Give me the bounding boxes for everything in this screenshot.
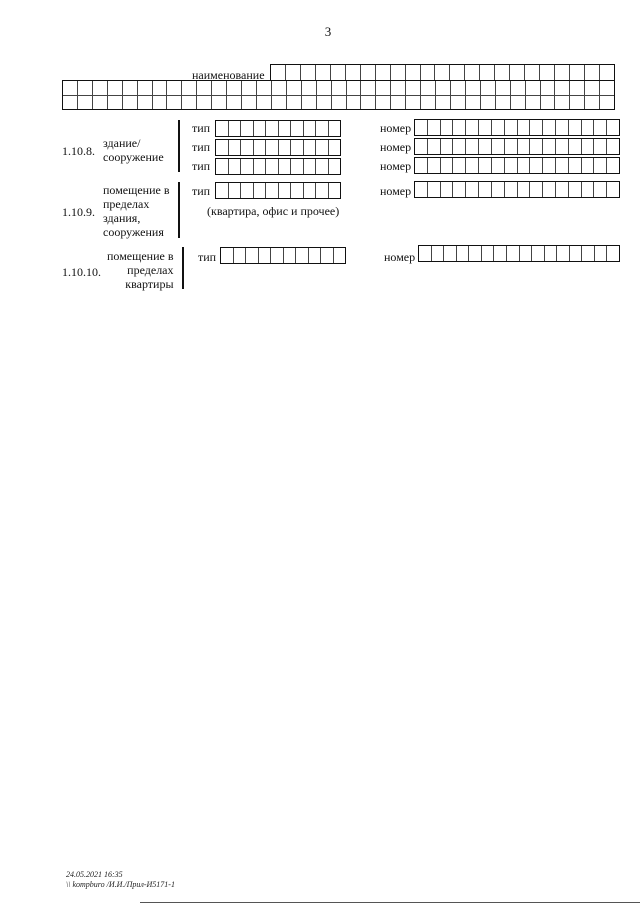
char-cell[interactable] — [272, 81, 287, 95]
char-cell[interactable] — [266, 121, 279, 136]
char-cell[interactable] — [257, 96, 272, 110]
char-cell[interactable] — [153, 81, 168, 95]
char-cell[interactable] — [441, 182, 454, 197]
char-cell[interactable] — [216, 159, 229, 174]
char-cell[interactable] — [600, 65, 614, 80]
section-title-premises-in-building: помещение в пределах здания, сооружения — [103, 183, 170, 239]
char-cell[interactable] — [479, 120, 492, 135]
char-cell[interactable] — [585, 96, 600, 110]
name-input-row-1[interactable] — [270, 64, 615, 81]
char-cell[interactable] — [304, 183, 317, 198]
char-cell[interactable] — [585, 81, 600, 95]
char-cell[interactable] — [78, 96, 93, 110]
char-cell[interactable] — [481, 96, 496, 110]
char-cell[interactable] — [287, 81, 302, 95]
char-cell[interactable] — [457, 246, 470, 261]
char-cell[interactable] — [254, 183, 267, 198]
char-cell[interactable] — [291, 140, 304, 155]
char-cell[interactable] — [556, 120, 569, 135]
char-cell[interactable] — [600, 81, 614, 95]
char-cell[interactable] — [480, 65, 495, 80]
char-cell[interactable] — [316, 159, 329, 174]
footer-doc-ref: \\ kompburo /И.И./Прил-И5171-1 — [66, 880, 175, 889]
char-cell[interactable] — [543, 182, 556, 197]
building-number-input-3[interactable] — [414, 157, 620, 174]
char-cell[interactable] — [607, 182, 619, 197]
char-cell[interactable] — [492, 139, 505, 154]
char-cell[interactable] — [496, 81, 511, 95]
char-cell[interactable] — [329, 159, 341, 174]
char-cell[interactable] — [279, 140, 292, 155]
char-cell[interactable] — [466, 96, 481, 110]
char-cell[interactable] — [271, 248, 284, 263]
char-cell[interactable] — [585, 65, 600, 80]
char-cell[interactable] — [441, 139, 454, 154]
char-cell[interactable] — [221, 248, 234, 263]
char-cell[interactable] — [465, 65, 480, 80]
building-type-input-1[interactable] — [215, 120, 341, 137]
char-cell[interactable] — [479, 158, 492, 173]
char-cell[interactable] — [607, 120, 619, 135]
char-cell[interactable] — [582, 182, 595, 197]
char-cell[interactable] — [332, 81, 347, 95]
char-cell[interactable] — [317, 96, 332, 110]
divider — [178, 182, 180, 238]
char-cell[interactable] — [582, 246, 595, 261]
name-input-row-2[interactable] — [63, 81, 614, 96]
char-cell[interactable] — [532, 246, 545, 261]
char-cell[interactable] — [555, 65, 570, 80]
char-cell[interactable] — [594, 158, 607, 173]
char-cell[interactable] — [541, 81, 556, 95]
char-cell[interactable] — [321, 248, 334, 263]
char-cell[interactable] — [582, 120, 595, 135]
char-cell[interactable] — [511, 81, 526, 95]
char-cell[interactable] — [569, 139, 582, 154]
char-cell[interactable] — [569, 182, 582, 197]
char-cell[interactable] — [507, 246, 520, 261]
char-cell[interactable] — [428, 182, 441, 197]
char-cell[interactable] — [304, 159, 317, 174]
char-cell[interactable] — [317, 81, 332, 95]
char-cell[interactable] — [216, 140, 229, 155]
char-cell[interactable] — [450, 65, 465, 80]
number-label: номер — [380, 121, 412, 135]
char-cell[interactable] — [555, 96, 570, 110]
char-cell[interactable] — [266, 183, 279, 198]
char-cell[interactable] — [406, 96, 421, 110]
char-cell[interactable] — [93, 81, 108, 95]
char-cell[interactable] — [302, 96, 317, 110]
char-cell[interactable] — [329, 121, 341, 136]
char-cell[interactable] — [482, 246, 495, 261]
char-cell[interactable] — [436, 81, 451, 95]
char-cell[interactable] — [227, 96, 242, 110]
char-cell[interactable] — [246, 248, 259, 263]
char-cell[interactable] — [569, 120, 582, 135]
char-cell[interactable] — [492, 158, 505, 173]
char-cell[interactable] — [212, 81, 227, 95]
char-cell[interactable] — [530, 139, 543, 154]
char-cell[interactable] — [466, 158, 479, 173]
char-cell[interactable] — [492, 182, 505, 197]
char-cell[interactable] — [453, 120, 466, 135]
type-label: тип — [198, 250, 217, 264]
char-cell[interactable] — [254, 140, 267, 155]
section-number-1-10-8: 1.10.8. — [62, 144, 95, 158]
char-cell[interactable] — [138, 81, 153, 95]
page-number: 3 — [324, 24, 332, 39]
char-cell[interactable] — [229, 183, 242, 198]
char-cell[interactable] — [432, 246, 445, 261]
char-cell[interactable] — [556, 139, 569, 154]
footer-timestamp: 24.05.2021 16:35 — [66, 870, 123, 879]
building-number-input-1[interactable] — [414, 119, 620, 136]
apartment-premises-number-input[interactable] — [418, 245, 620, 262]
char-cell[interactable] — [569, 158, 582, 173]
char-cell[interactable] — [291, 183, 304, 198]
char-cell[interactable] — [227, 81, 242, 95]
char-cell[interactable] — [466, 182, 479, 197]
char-cell[interactable] — [331, 65, 346, 80]
char-cell[interactable] — [421, 65, 436, 80]
char-cell[interactable] — [441, 120, 454, 135]
char-cell[interactable] — [479, 139, 492, 154]
char-cell[interactable] — [594, 182, 607, 197]
char-cell[interactable] — [419, 246, 432, 261]
char-cell[interactable] — [229, 121, 242, 136]
char-cell[interactable] — [530, 182, 543, 197]
char-cell[interactable] — [556, 182, 569, 197]
number-label: номер — [380, 184, 412, 198]
char-cell[interactable] — [406, 81, 421, 95]
char-cell[interactable] — [570, 81, 585, 95]
divider — [182, 247, 184, 289]
char-cell[interactable] — [229, 140, 242, 155]
char-cell[interactable] — [594, 139, 607, 154]
char-cell[interactable] — [329, 183, 341, 198]
section-title-premises-in-apartment: помещение в пределах квартиры — [107, 249, 174, 291]
section-number-1-10-9: 1.10.9. — [62, 205, 95, 219]
char-cell[interactable] — [376, 81, 391, 95]
char-cell[interactable] — [479, 182, 492, 197]
section-title-building: здание/ сооружение — [103, 136, 164, 164]
name-label: наименование — [192, 68, 265, 82]
char-cell[interactable] — [138, 96, 153, 110]
char-cell[interactable] — [520, 246, 533, 261]
char-cell[interactable] — [241, 183, 254, 198]
char-cell[interactable] — [556, 158, 569, 173]
char-cell[interactable] — [197, 96, 212, 110]
char-cell[interactable] — [540, 65, 555, 80]
building-type-input-2[interactable] — [215, 139, 341, 156]
char-cell[interactable] — [279, 183, 292, 198]
char-cell[interactable] — [570, 246, 583, 261]
char-cell[interactable] — [511, 96, 526, 110]
char-cell[interactable] — [279, 121, 292, 136]
char-cell[interactable] — [595, 246, 608, 261]
char-cell[interactable] — [361, 96, 376, 110]
char-cell[interactable] — [428, 120, 441, 135]
char-cell[interactable] — [557, 246, 570, 261]
char-cell[interactable] — [453, 139, 466, 154]
char-cell[interactable] — [415, 139, 428, 154]
char-cell[interactable] — [197, 81, 212, 95]
char-cell[interactable] — [229, 159, 242, 174]
char-cell[interactable] — [284, 248, 297, 263]
char-cell[interactable] — [287, 96, 302, 110]
char-cell[interactable] — [242, 96, 257, 110]
char-cell[interactable] — [415, 182, 428, 197]
char-cell[interactable] — [555, 81, 570, 95]
char-cell[interactable] — [505, 120, 518, 135]
char-cell[interactable] — [518, 120, 531, 135]
char-cell[interactable] — [361, 65, 376, 80]
char-cell[interactable] — [242, 81, 257, 95]
char-cell[interactable] — [415, 120, 428, 135]
char-cell[interactable] — [257, 81, 272, 95]
char-cell[interactable] — [451, 81, 466, 95]
char-cell[interactable] — [436, 96, 451, 110]
premises-number-input[interactable] — [414, 181, 620, 198]
char-cell[interactable] — [266, 140, 279, 155]
char-cell[interactable] — [271, 65, 286, 80]
char-cell[interactable] — [316, 140, 329, 155]
char-cell[interactable] — [494, 246, 507, 261]
type-label: тип — [192, 159, 211, 173]
premises-type-note: (квартира, офис и прочее) — [207, 204, 340, 218]
char-cell[interactable] — [453, 182, 466, 197]
char-cell[interactable] — [254, 121, 267, 136]
char-cell[interactable] — [453, 158, 466, 173]
char-cell[interactable] — [78, 81, 93, 95]
char-cell[interactable] — [607, 158, 619, 173]
char-cell[interactable] — [391, 96, 406, 110]
char-cell[interactable] — [406, 65, 421, 80]
char-cell[interactable] — [526, 81, 541, 95]
char-cell[interactable] — [469, 246, 482, 261]
char-cell[interactable] — [291, 159, 304, 174]
char-cell[interactable] — [607, 246, 619, 261]
char-cell[interactable] — [182, 81, 197, 95]
char-cell[interactable] — [334, 248, 346, 263]
char-cell[interactable] — [415, 158, 428, 173]
char-cell[interactable] — [526, 96, 541, 110]
char-cell[interactable] — [545, 246, 558, 261]
char-cell[interactable] — [600, 96, 614, 110]
char-cell[interactable] — [63, 96, 78, 110]
char-cell[interactable] — [428, 158, 441, 173]
char-cell[interactable] — [304, 140, 317, 155]
char-cell[interactable] — [466, 81, 481, 95]
char-cell[interactable] — [421, 81, 436, 95]
char-cell[interactable] — [93, 96, 108, 110]
char-cell[interactable] — [329, 140, 341, 155]
char-cell[interactable] — [607, 139, 619, 154]
char-cell[interactable] — [541, 96, 556, 110]
char-cell[interactable] — [167, 96, 182, 110]
char-cell[interactable] — [505, 182, 518, 197]
char-cell[interactable] — [481, 81, 496, 95]
char-cell[interactable] — [296, 248, 309, 263]
char-cell[interactable] — [347, 96, 362, 110]
char-cell[interactable] — [332, 96, 347, 110]
divider — [178, 120, 180, 172]
section-number-1-10-10: 1.10.10. — [62, 265, 101, 279]
char-cell[interactable] — [496, 96, 511, 110]
char-cell[interactable] — [153, 96, 168, 110]
type-label: тип — [192, 121, 211, 135]
char-cell[interactable] — [108, 81, 123, 95]
char-cell[interactable] — [376, 65, 391, 80]
number-label: номер — [380, 140, 412, 154]
number-label: номер — [384, 250, 416, 264]
char-cell[interactable] — [492, 120, 505, 135]
char-cell[interactable] — [167, 81, 182, 95]
char-cell[interactable] — [123, 96, 138, 110]
char-cell[interactable] — [582, 158, 595, 173]
char-cell[interactable] — [543, 139, 556, 154]
char-cell[interactable] — [316, 121, 329, 136]
premises-type-input[interactable] — [215, 182, 341, 199]
char-cell[interactable] — [266, 159, 279, 174]
type-label: тип — [192, 140, 211, 154]
char-cell[interactable] — [182, 96, 197, 110]
char-cell[interactable] — [108, 96, 123, 110]
char-cell[interactable] — [212, 96, 227, 110]
char-cell[interactable] — [530, 158, 543, 173]
char-cell[interactable] — [543, 120, 556, 135]
char-cell[interactable] — [123, 81, 138, 95]
char-cell[interactable] — [241, 159, 254, 174]
char-cell[interactable] — [272, 96, 287, 110]
char-cell[interactable] — [302, 81, 317, 95]
char-cell[interactable] — [216, 183, 229, 198]
char-cell[interactable] — [259, 248, 272, 263]
char-cell[interactable] — [435, 65, 450, 80]
char-cell[interactable] — [451, 96, 466, 110]
char-cell[interactable] — [505, 158, 518, 173]
char-cell[interactable] — [241, 140, 254, 155]
char-cell[interactable] — [346, 65, 361, 80]
bottom-edge-line — [140, 902, 640, 903]
char-cell[interactable] — [241, 121, 254, 136]
char-cell[interactable] — [530, 120, 543, 135]
char-cell[interactable] — [216, 121, 229, 136]
char-cell[interactable] — [63, 81, 78, 95]
char-cell[interactable] — [570, 96, 585, 110]
name-input-rows[interactable] — [62, 80, 615, 110]
char-cell[interactable] — [441, 158, 454, 173]
char-cell[interactable] — [279, 159, 292, 174]
char-cell[interactable] — [301, 65, 316, 80]
char-cell[interactable] — [570, 65, 585, 80]
char-cell[interactable] — [510, 65, 525, 80]
apartment-premises-type-input[interactable] — [220, 247, 346, 264]
char-cell[interactable] — [376, 96, 391, 110]
char-cell[interactable] — [391, 65, 406, 80]
building-type-input-3[interactable] — [215, 158, 341, 175]
number-label: номер — [380, 159, 412, 173]
char-cell[interactable] — [466, 139, 479, 154]
char-cell[interactable] — [444, 246, 457, 261]
char-cell[interactable] — [254, 159, 267, 174]
char-cell[interactable] — [291, 121, 304, 136]
char-cell[interactable] — [518, 139, 531, 154]
char-cell[interactable] — [286, 65, 301, 80]
char-cell[interactable] — [391, 81, 406, 95]
name-input-row-3[interactable] — [63, 96, 614, 110]
char-cell[interactable] — [466, 120, 479, 135]
char-cell[interactable] — [518, 182, 531, 197]
type-label: тип — [192, 184, 211, 198]
char-cell[interactable] — [543, 158, 556, 173]
char-cell[interactable] — [347, 81, 362, 95]
char-cell[interactable] — [594, 120, 607, 135]
char-cell[interactable] — [428, 139, 441, 154]
char-cell[interactable] — [505, 139, 518, 154]
char-cell[interactable] — [495, 65, 510, 80]
char-cell[interactable] — [525, 65, 540, 80]
char-cell[interactable] — [304, 121, 317, 136]
char-cell[interactable] — [361, 81, 376, 95]
char-cell[interactable] — [234, 248, 247, 263]
char-cell[interactable] — [316, 183, 329, 198]
char-cell[interactable] — [582, 139, 595, 154]
char-cell[interactable] — [421, 96, 436, 110]
char-cell[interactable] — [316, 65, 331, 80]
char-cell[interactable] — [309, 248, 322, 263]
char-cell[interactable] — [518, 158, 531, 173]
building-number-input-2[interactable] — [414, 138, 620, 155]
